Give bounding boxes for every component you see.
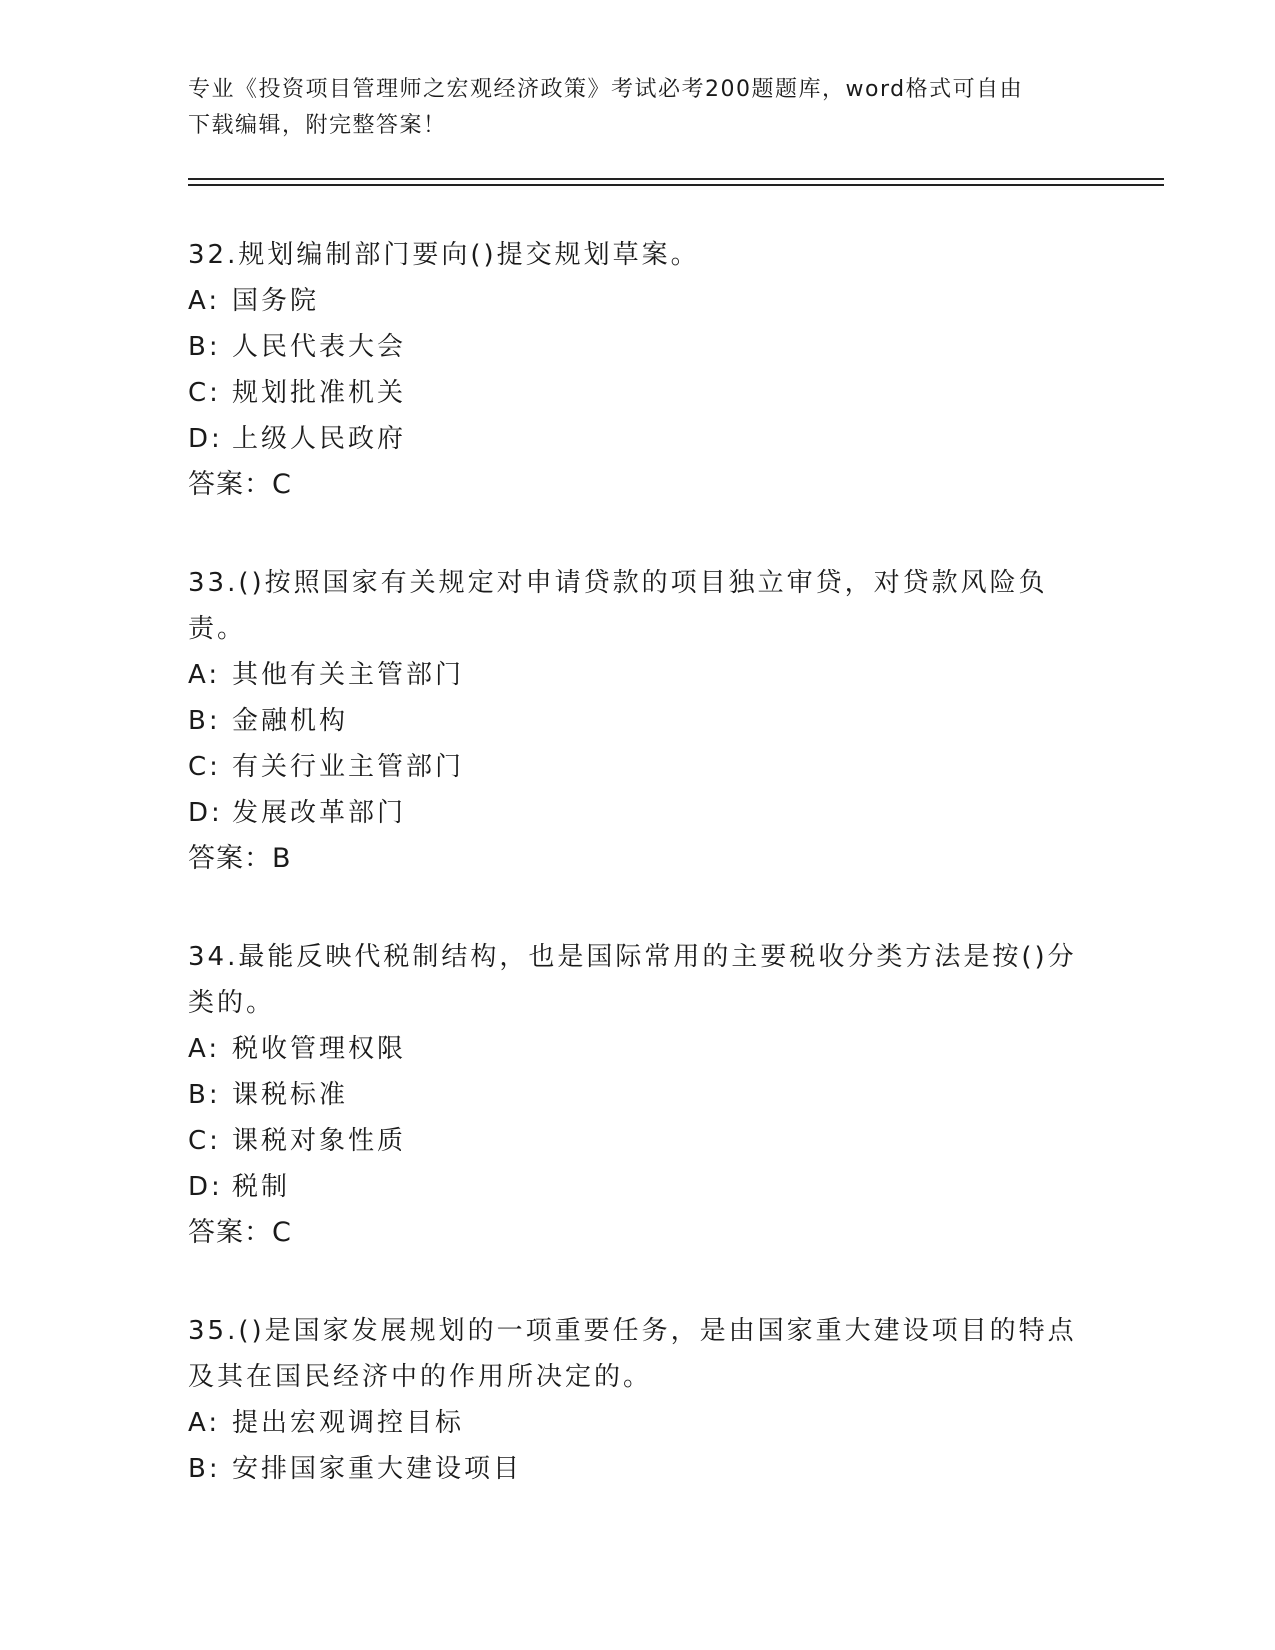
option-letter: B: <box>188 1454 221 1484</box>
answer-line: 答案：B <box>188 843 292 874</box>
answer-line: 答案：C <box>188 469 292 500</box>
option-text: 人民代表大会 <box>232 332 407 362</box>
option-letter: C: <box>188 752 221 782</box>
option-a <box>188 1400 1088 1446</box>
option-c <box>188 370 1088 416</box>
option-letter: C: <box>188 1126 221 1156</box>
option-letter: D: <box>188 1172 223 1202</box>
option-text: 上级人民政府 <box>232 424 407 454</box>
option-text: 税收管理权限 <box>232 1034 407 1064</box>
option-a <box>188 652 1088 698</box>
question-stem: 34.最能反映代税制结构，也是国际常用的主要税收分类方法是按()分类的。 <box>188 942 1077 1018</box>
option-b <box>188 324 1088 370</box>
option-letter: A: <box>188 1408 221 1438</box>
option-b <box>188 1446 1088 1492</box>
option-b <box>188 1072 1088 1118</box>
option-letter: B: <box>188 1080 221 1110</box>
option-d <box>188 1164 1088 1210</box>
header-divider-bottom <box>188 184 1164 186</box>
option-a <box>188 278 1088 324</box>
question-stem: 35.()是国家发展规划的一项重要任务，是由国家重大建设项目的特点及其在国民经济中的作用所决定的。 <box>188 1316 1077 1392</box>
option-text: 安排国家重大建设项目 <box>232 1454 523 1484</box>
question-stem: 33.()按照国家有关规定对申请贷款的项目独立审贷，对贷款风险负责。 <box>188 568 1048 644</box>
question-stem: 32.规划编制部门要向()提交规划草案。 <box>188 240 700 270</box>
option-letter: D: <box>188 424 223 454</box>
header-divider-top <box>188 178 1164 180</box>
question-32 <box>188 232 1088 508</box>
option-c <box>188 1118 1088 1164</box>
option-text: 课税对象性质 <box>232 1126 407 1156</box>
option-text: 有关行业主管部门 <box>232 752 465 782</box>
option-letter: C: <box>188 378 221 408</box>
option-text: 规划批准机关 <box>232 378 407 408</box>
option-letter: D: <box>188 798 223 828</box>
option-letter: B: <box>188 332 221 362</box>
question-33 <box>188 560 1088 882</box>
header-intro-line-2: 下载编辑，附完整答案！ <box>188 113 447 138</box>
option-letter: A: <box>188 660 221 690</box>
option-d <box>188 416 1088 462</box>
option-text: 税制 <box>232 1172 291 1202</box>
answer-line: 答案：C <box>188 1217 292 1248</box>
option-text: 提出宏观调控目标 <box>232 1408 465 1438</box>
option-b <box>188 698 1088 744</box>
option-text: 国务院 <box>232 286 320 316</box>
option-a <box>188 1026 1088 1072</box>
document-header <box>188 72 1088 144</box>
header-intro-line-1: 专业《投资项目管理师之宏观经济政策》考试必考200题题库，word格式可自由 <box>188 77 1024 102</box>
option-c <box>188 744 1088 790</box>
question-34 <box>188 934 1088 1256</box>
option-letter: B: <box>188 706 221 736</box>
option-text: 课税标准 <box>232 1080 349 1110</box>
option-letter: A: <box>188 1034 221 1064</box>
option-d <box>188 790 1088 836</box>
option-letter: A: <box>188 286 221 316</box>
question-35 <box>188 1308 1088 1492</box>
option-text: 发展改革部门 <box>232 798 407 828</box>
option-text: 金融机构 <box>232 706 349 736</box>
option-text: 其他有关主管部门 <box>232 660 465 690</box>
question-list <box>188 232 1088 1544</box>
